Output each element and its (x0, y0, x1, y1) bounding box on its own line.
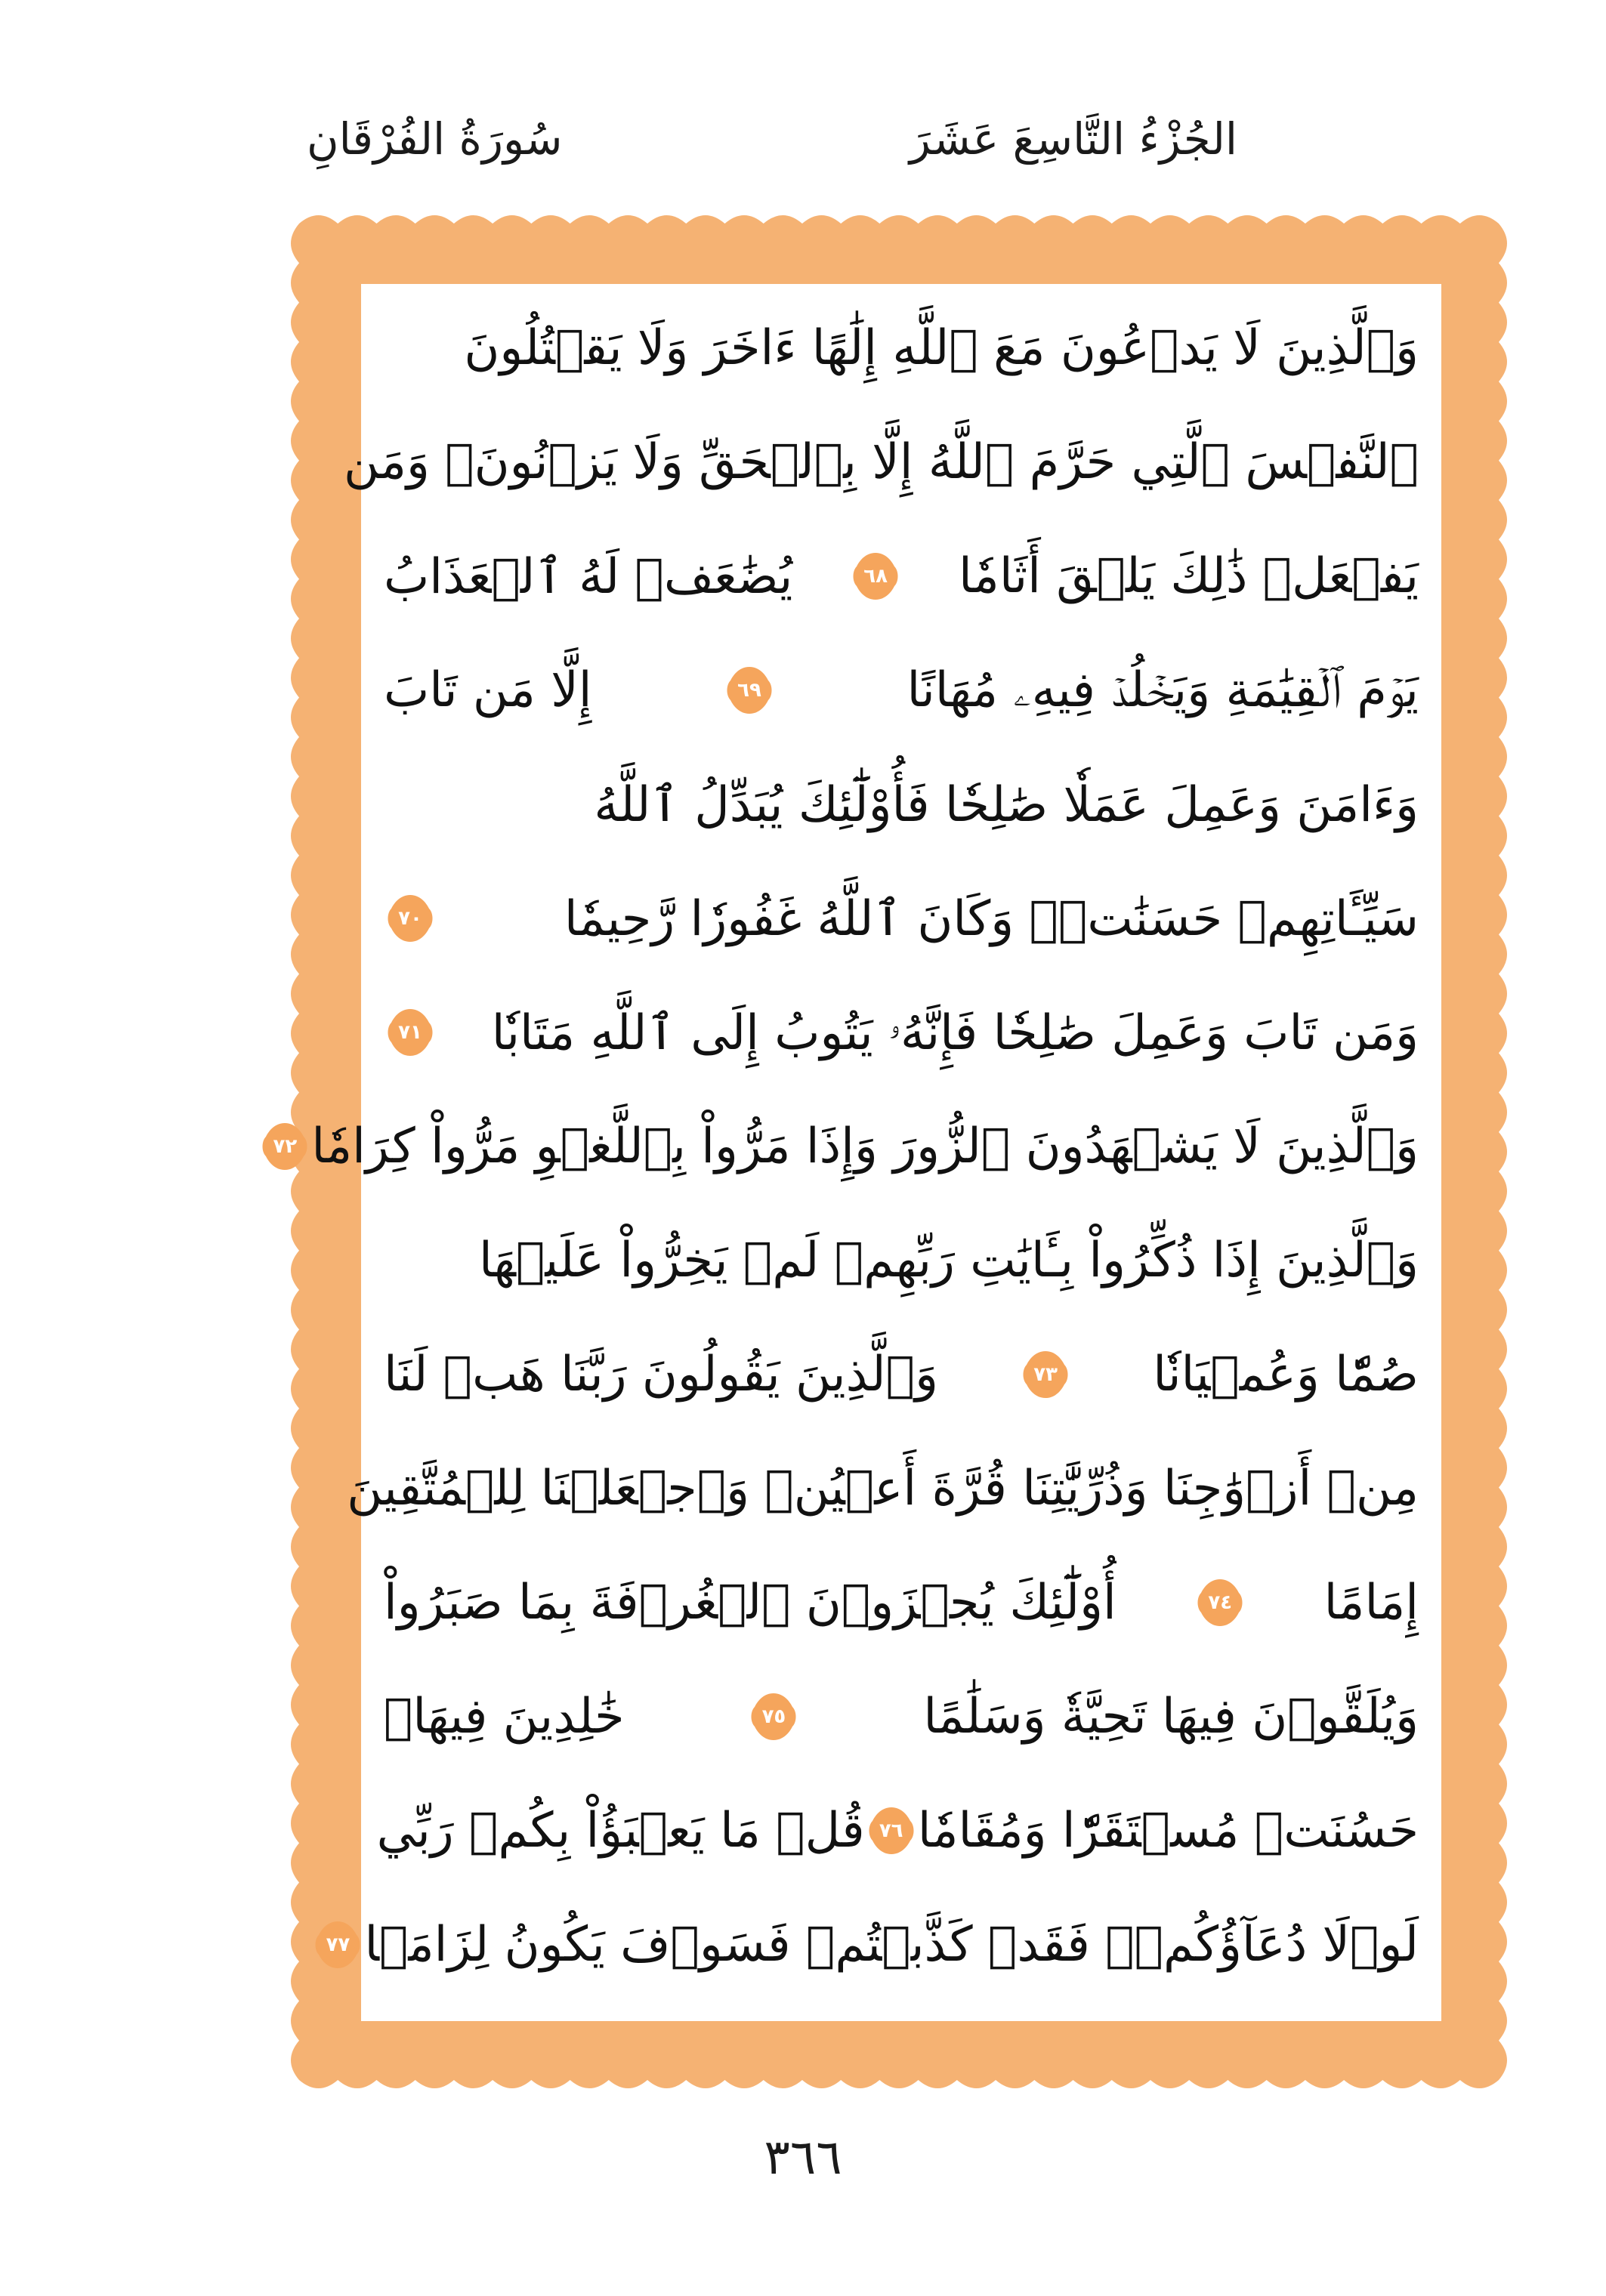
page-number: ٣٦٦ (764, 2130, 842, 2186)
ayah-number-marker (849, 550, 902, 603)
ayah-line (384, 869, 1419, 967)
ayah-number: ٧١ (398, 1021, 422, 1044)
verse-text: وَيُلَقَّوۡنَ فِيهَا تَحِيَّةٗ وَسَلَٰمًا (923, 1689, 1419, 1745)
ayah-number-marker (723, 664, 776, 717)
verse-text: وَٱلَّذِينَ إِذَا ذُكِّرُواْ بِـَٔايَٰتِ رَبِّهِمۡ لَمۡ يَخِرُّواْ عَلَيۡهَا (478, 1233, 1419, 1288)
ayah-line (384, 1211, 1419, 1310)
ayah-number: ٦٩ (737, 679, 761, 702)
ayah-line (326, 1896, 1419, 1994)
ayah-number-marker (311, 1918, 364, 1971)
verse-text: حَسُنَتۡ مُسۡتَقَرّٗا وَمُقَامٗا (917, 1803, 1419, 1859)
ayah-number: ٧٦ (879, 1819, 903, 1842)
ayah-number: ٦٨ (863, 565, 888, 588)
verse-text: إِلَّا مَن تَابَ (384, 662, 592, 718)
verse-text: ٱلنَّفۡسَ ٱلَّتِي حَرَّمَ ٱللَّهُ إِلَّا بِٱلۡحَقِّ وَلَا يَزۡنُونَۚ وَمَن (343, 434, 1419, 490)
ayah-line (273, 1097, 1419, 1196)
ayah-number-marker (1019, 1348, 1072, 1401)
verse-text: يَفۡعَلۡ ذَٰلِكَ يَلۡقَ أَثَامٗا (959, 548, 1419, 604)
ayah-line (384, 1554, 1419, 1652)
verse-text: خَٰلِدِينَ فِيهَاۚ (384, 1689, 625, 1745)
verse-text: مِنۡ أَزۡوَٰجِنَا وَذُرِّيَّٰتِنَا قُرَّةَ أَعۡيُنٖ وَٱجۡعَلۡنَا لِلۡمُتَّقِينَ (347, 1461, 1419, 1517)
text-panel (273, 284, 1441, 2021)
ayah-number-marker (384, 1006, 437, 1059)
ayah-number-marker (384, 892, 437, 945)
ayah-number: ٧٠ (398, 907, 422, 930)
ayah-line (384, 527, 1419, 625)
verse-text: وَٱلَّذِينَ لَا يَشۡهَدُونَ ٱلزُّورَ وَإِذَا مَرُّواْ بِٱللَّغۡوِ مَرُّواْ كِرَامٗا (311, 1119, 1419, 1174)
ayah-number: ٧٢ (273, 1135, 298, 1158)
ayah-number: ٧٤ (1208, 1591, 1233, 1614)
verse-text: أُوْلَٰٓئِكَ يُجۡزَوۡنَ ٱلۡغُرۡفَةَ بِمَا صَبَرُواْ (384, 1575, 1116, 1631)
ayah-line (384, 755, 1419, 853)
verse-text: وَمَن تَابَ وَعَمِلَ صَٰلِحٗا فَإِنَّهُۥ يَتُوبُ إِلَى ٱللَّهِ مَتَابٗا (491, 1004, 1419, 1061)
ayah-number-marker (865, 1804, 918, 1857)
ayah-number: ٧٣ (1033, 1363, 1058, 1386)
ayah-number: ٧٥ (761, 1705, 786, 1728)
ayah-number: ٧٧ (326, 1933, 351, 1956)
verse-text: وَٱلَّذِينَ يَقُولُونَ رَبَّنَا هَبۡ لَنَا (384, 1347, 938, 1403)
verse-text: يَوۡمَ ٱلۡقِيَٰمَةِ وَيَخۡلُدۡ فِيهِۦ مُهَانًا (906, 662, 1419, 718)
ayah-line (384, 1668, 1419, 1766)
verse-text: يُضَٰعَفۡ لَهُ ٱلۡعَذَابُ (384, 548, 793, 605)
verse-text: لَوۡلَا دُعَآؤُكُمۡۖ فَقَدۡ كَذَّبۡتُمۡ فَسَوۡفَ يَكُونُ لِزَامَۢا (364, 1917, 1419, 1973)
surah-title: سُورَةُ الفُرْقَانِ (307, 113, 563, 165)
ayah-number-marker (258, 1120, 311, 1173)
ayah-number-marker (747, 1690, 800, 1743)
verse-text: صُمّٗا وَعُمۡيَانٗا (1153, 1347, 1419, 1403)
ayah-line (347, 1440, 1419, 1538)
ayah-line (343, 413, 1419, 511)
juz-title: الجُزْءُ التَّاسِعَ عَشَرَ (909, 113, 1237, 165)
ayah-line (384, 299, 1419, 397)
ayah-line (376, 1782, 1419, 1880)
ayah-number-marker (1194, 1576, 1246, 1629)
verse-text: وَٱلَّذِينَ لَا يَدۡعُونَ مَعَ ٱللَّهِ إِلَٰهًا ءَاخَرَ وَلَا يَقۡتُلُونَ (464, 320, 1419, 376)
ayah-line (384, 641, 1419, 739)
verse-text: سَيِّـَٔاتِهِمۡ حَسَنَٰتٖۗ وَكَانَ ٱللَّهُ غَفُورٗا رَّحِيمٗا (564, 890, 1419, 947)
ayah-line (384, 983, 1419, 1082)
verse-text: قُلۡ مَا يَعۡبَؤُاْ بِكُمۡ رَبِّي (376, 1803, 865, 1859)
verse-text: إِمَامًا (1323, 1575, 1419, 1631)
verse-text: وَءَامَنَ وَعَمِلَ عَمَلٗا صَٰلِحٗا فَأُوْلَٰٓئِكَ يُبَدِّلُ ٱللَّهُ (594, 776, 1419, 833)
ayah-line (384, 1325, 1419, 1424)
